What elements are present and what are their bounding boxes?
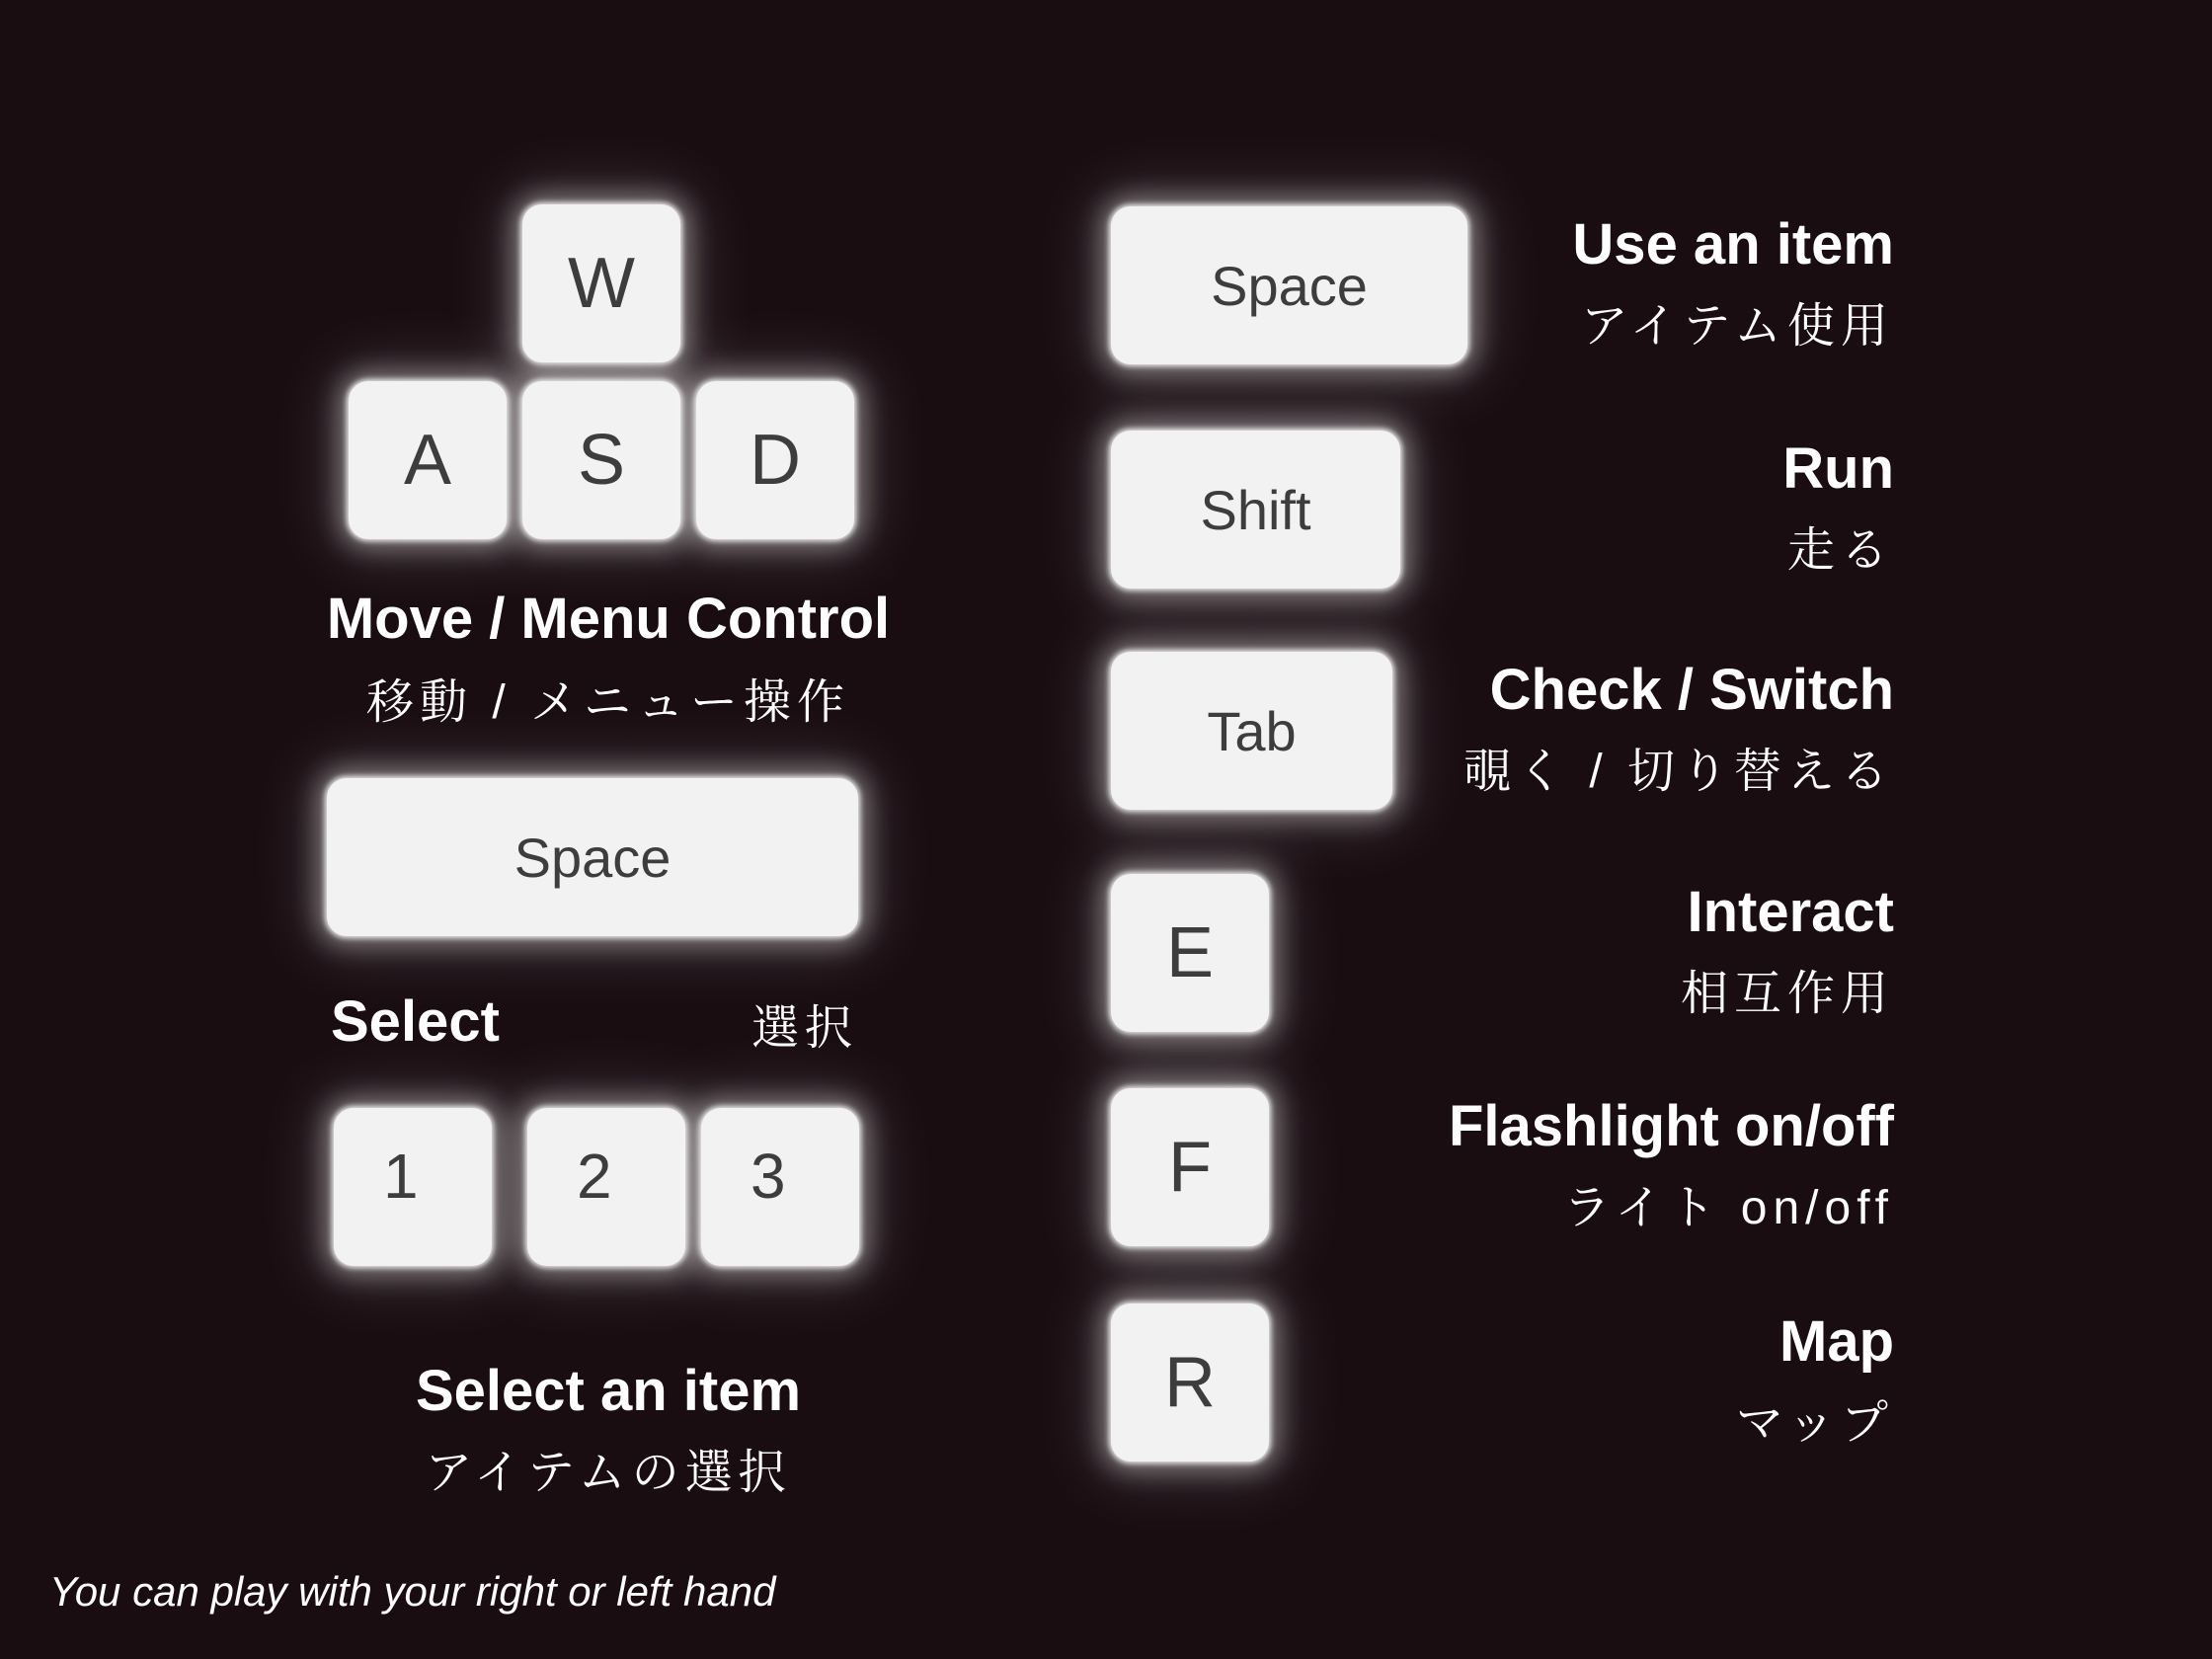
check-switch-label-ja: 覗く / 切り替える (1462, 746, 1894, 798)
key-f: F (1111, 1088, 1269, 1246)
key-2: 2 (527, 1108, 685, 1266)
check-switch-label: Check / Switch (1489, 658, 1894, 722)
key-shift: Shift (1111, 431, 1400, 589)
select-label: Select (331, 989, 500, 1054)
run-label-ja: 走る (1786, 524, 1894, 577)
key-e: E (1111, 874, 1269, 1032)
select-an-item-label: Select an item (415, 1359, 802, 1423)
map-label: Map (1779, 1309, 1894, 1374)
run-label: Run (1782, 436, 1894, 501)
key-s: S (522, 381, 680, 539)
key-tab: Tab (1111, 652, 1392, 810)
interact-label: Interact (1687, 880, 1894, 944)
key-3: 3 (701, 1108, 859, 1266)
key-1: 1 (334, 1108, 492, 1266)
use-an-item-label-ja: アイテム使用 (1580, 300, 1894, 353)
select-an-item-label-ja: アイテムの選択 (425, 1447, 792, 1499)
key-a: A (349, 381, 507, 539)
map-label-ja: マップ (1735, 1397, 1894, 1450)
key-space-left: Space (327, 778, 858, 936)
move-menu-control-label-ja: 移動 / メニュー操作 (365, 676, 850, 729)
key-w: W (522, 204, 680, 362)
hand-play-note: You can play with your right or left hand (49, 1568, 776, 1615)
key-r: R (1111, 1304, 1269, 1462)
use-an-item-label: Use an item (1572, 212, 1894, 276)
flashlight-label: Flashlight on/off (1448, 1094, 1894, 1158)
select-label-ja: 選択 (750, 1002, 858, 1055)
move-menu-control-label: Move / Menu Control (326, 587, 891, 651)
interact-label-ja: 相互作用 (1680, 968, 1894, 1020)
key-space-right: Space (1111, 206, 1467, 364)
flashlight-label-ja: ライト on/off (1562, 1182, 1894, 1234)
key-d: D (696, 381, 854, 539)
